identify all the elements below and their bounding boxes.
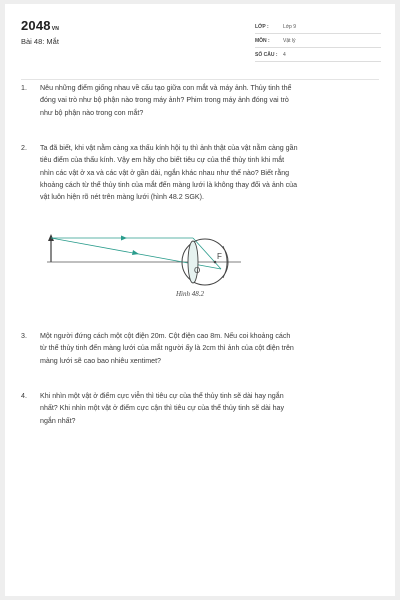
question-number: 3. [21, 332, 27, 340]
question-text: Khi nhìn một vật ở điểm cực viễn thì tiêu cự của thể thủy tinh sẽ dài hay ngắn nhất? Khi nhìn một vật ở điểm cực cận thì tiêu cự của thể thủy tinh sẽ dài hay ngắn nhất? [40, 392, 285, 425]
question-number: 2. [21, 144, 27, 152]
label-o: O [194, 266, 201, 275]
object-arrowhead [48, 234, 54, 241]
meta-key-question-count: SỐ CÂU : [255, 52, 278, 58]
header-divider [21, 79, 379, 80]
meta-info [255, 21, 381, 63]
page-header [21, 18, 379, 64]
meta-row-question-count [255, 49, 381, 62]
question-number: 4. [21, 392, 27, 400]
meta-row-subject [255, 35, 381, 48]
eye-lens-diagram [45, 220, 245, 304]
figure-caption: Hình 48.2 [176, 290, 204, 298]
meta-key-subject: MÔN : [255, 38, 270, 44]
logo-suffix: VN [51, 26, 60, 32]
worksheet-page [5, 4, 395, 596]
meta-row-grade [255, 21, 381, 34]
ray-arrowhead-1 [121, 236, 127, 241]
question-text: Một người đứng cách một cột điện 20m. Cột điện cao 8m. Nếu coi khoảng cách từ thể thủy tinh đến màng lưới của mắt người ấy là 2cm thì ảnh của cột điện trên màng lưới sẽ cao bao nhiêu xentimet? [40, 332, 294, 365]
figure-48-2 [45, 220, 245, 304]
eye-lens [188, 241, 201, 283]
question-3 [21, 330, 381, 367]
question-text: Nêu những điểm giống nhau về cấu tạo giữa con mắt và máy ảnh. Thủy tinh thể đóng vai trò như bộ phận nào trong máy ảnh? Phim trong máy ảnh đóng vai trò như bộ phận nào trong con mắt? [40, 84, 292, 117]
focal-point [214, 261, 217, 264]
question-text: Ta đã biết, khi vật nằm càng xa thấu kính hội tụ thì ảnh thật của vật nằm càng gần tiêu điểm của thấu kính. Vậy em hãy cho biết tiêu cự của thể thủy tinh khi mắt nhìn các vật ở xa và các vật ở gần dài, ngắn khác nhau như thế nào? Biết rằng khoảng cách từ thể thủy tinh của mắt đến màng lưới là không thay đổi và ảnh của vật luôn hiện rõ nét trên màng lưới (hình 48.2 SGK). [40, 144, 298, 202]
question-2 [21, 142, 381, 203]
meta-value-question-count: 4 [283, 52, 286, 58]
question-4 [21, 390, 381, 427]
question-number: 1. [21, 84, 27, 92]
question-1 [21, 82, 381, 119]
meta-key-grade: LỚP : [255, 24, 269, 30]
lesson-title: Bài 48: Mắt [21, 37, 59, 46]
site-logo[interactable]: 2048VN [21, 18, 60, 33]
meta-value-grade: Lớp 9 [283, 24, 297, 30]
label-f: F [217, 252, 222, 261]
meta-value-subject: Vật lý [283, 38, 296, 44]
